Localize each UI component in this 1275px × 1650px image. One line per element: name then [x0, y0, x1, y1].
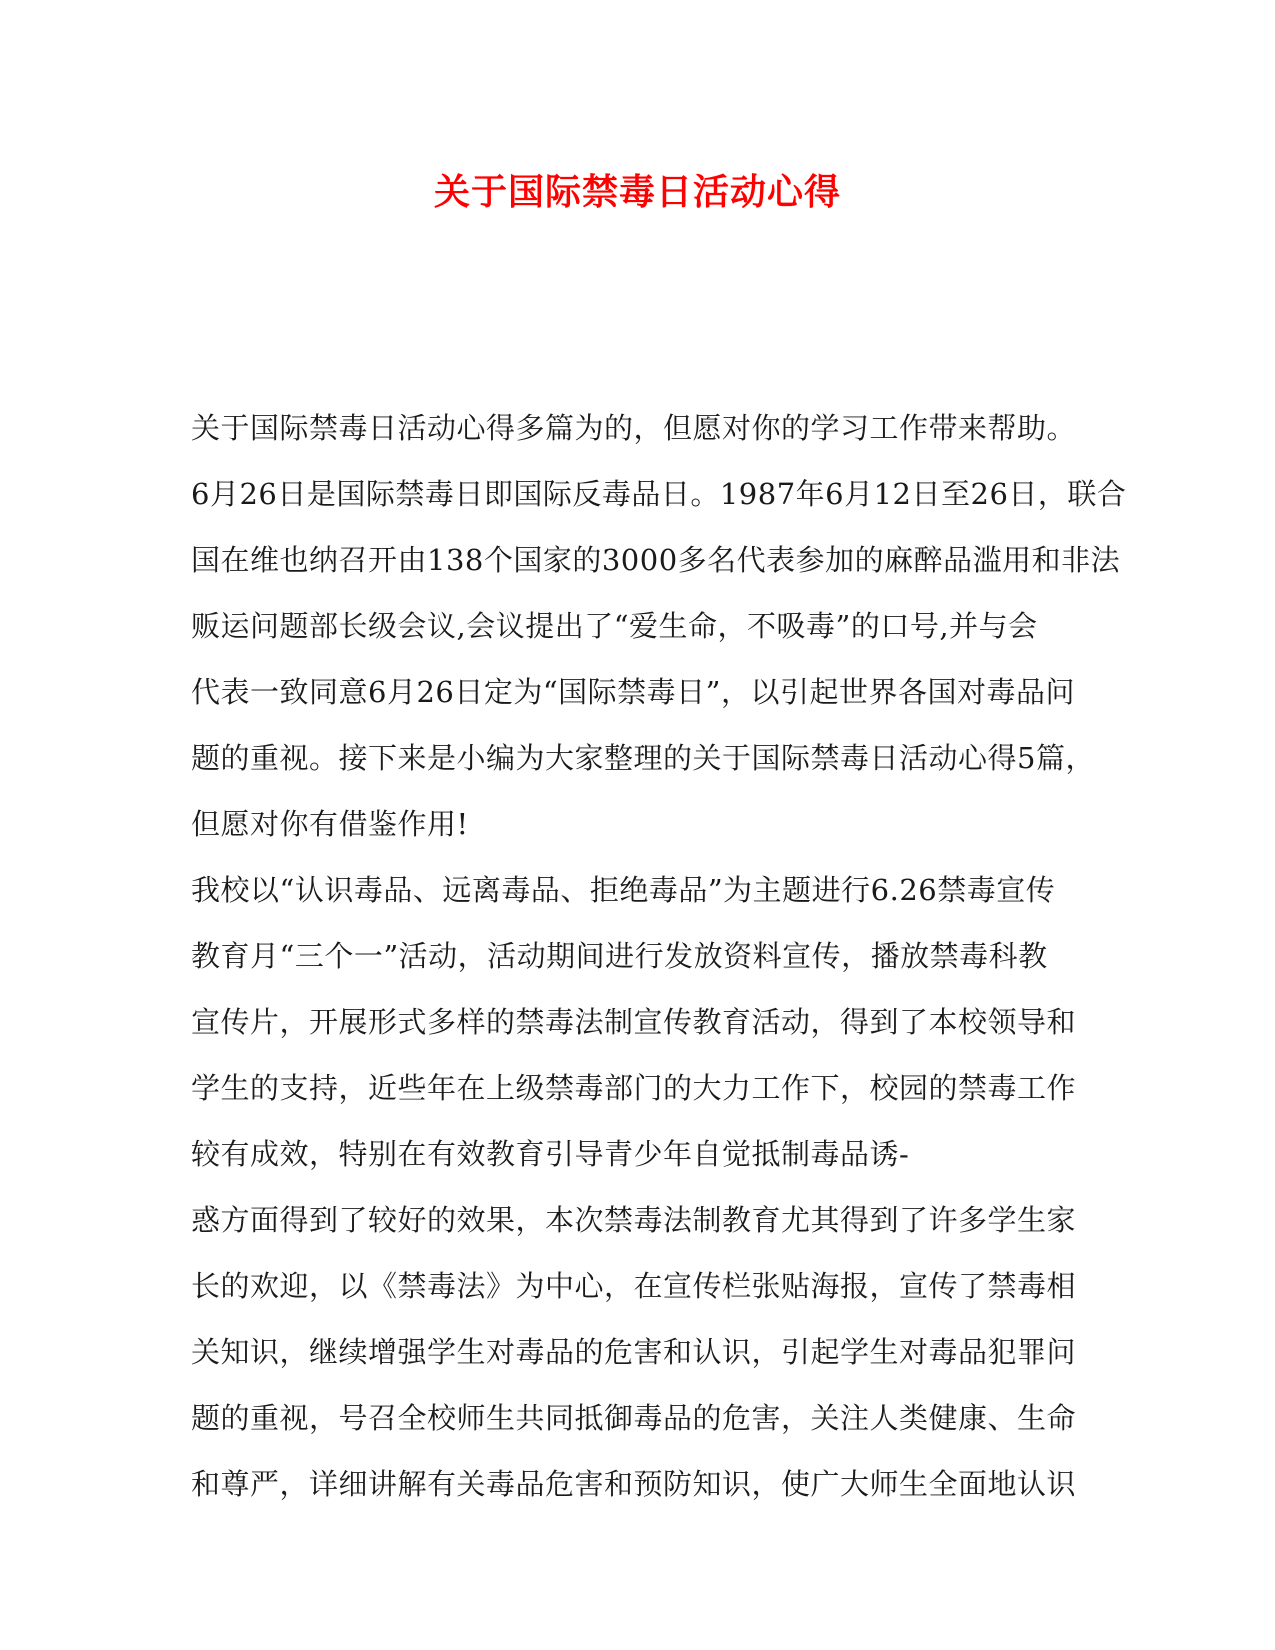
body-line: 题的重视，号召全校师生共同抵御毒品的危害，关注人类健康、生命: [191, 1401, 1077, 1435]
body-line: 但愿对你有借鉴作用!: [191, 807, 469, 841]
body-line: 贩运问题部长级会议,会议提出了“爱生命，不吸毒”的口号,并与会: [191, 609, 1038, 643]
body-line: 和尊严，详细讲解有关毒品危害和预防知识，使广大师生全面地认识: [191, 1467, 1077, 1501]
body-line: 代表一致同意6月26日定为“国际禁毒日”，以引起世界各国对毒品问: [191, 675, 1076, 709]
body-line: 国在维也纳召开由138个国家的3000多名代表参加的麻醉品滥用和非法: [191, 543, 1121, 577]
body-line: 宣传片，开展形式多样的禁毒法制宣传教育活动，得到了本校领导和: [191, 1005, 1077, 1039]
body-line: 题的重视。接下来是小编为大家整理的关于国际禁毒日活动心得5篇，: [191, 741, 1095, 775]
body-line: 较有成效，特别在有效教育引导青少年自觉抵制毒品诱-: [191, 1137, 910, 1171]
body-line: 惑方面得到了较好的效果，本次禁毒法制教育尤其得到了许多学生家: [191, 1203, 1077, 1237]
body-line: 长的欢迎，以《禁毒法》为中心，在宣传栏张贴海报，宣传了禁毒相: [191, 1269, 1077, 1303]
body-line: 我校以“认识毒品、远离毒品、拒绝毒品”为主题进行6.26禁毒宣传: [191, 873, 1056, 907]
body-line: 学生的支持，近些年在上级禁毒部门的大力工作下，校园的禁毒工作: [191, 1071, 1077, 1105]
body-line: 关知识，继续增强学生对毒品的危害和认识，引起学生对毒品犯罪问: [191, 1335, 1077, 1369]
body-line: 关于国际禁毒日活动心得多篇为的，但愿对你的学习工作带来帮助。: [191, 411, 1077, 445]
document-body: [191, 408, 1127, 1530]
document-title: 关于国际禁毒日活动心得: [433, 171, 841, 213]
body-line: 6月26日是国际禁毒日即国际反毒品日。1987年6月12日至26日，联合: [191, 477, 1127, 511]
body-line: 教育月“三个一”活动，活动期间进行发放资料宣传，播放禁毒科教: [191, 939, 1048, 973]
